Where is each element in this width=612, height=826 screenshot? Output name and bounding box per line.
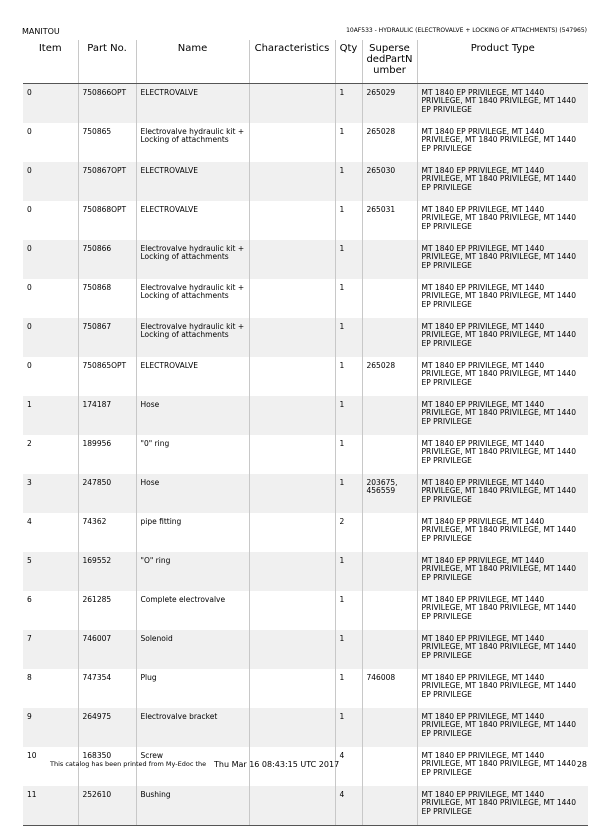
cell-superseded (362, 318, 417, 357)
cell-characteristics (249, 240, 335, 279)
cell-name: Electrovalve hydraulic kit + Locking of attachments (136, 123, 249, 162)
cell-name: Electrovalve hydraulic kit + Locking of attachments (136, 279, 249, 318)
cell-qty: 1 (335, 84, 362, 124)
cell-qty: 1 (335, 201, 362, 240)
cell-product-type: MT 1840 EP PRIVILEGE, MT 1440 PRIVILEGE, MT 1840 PRIVILEGE, MT 1440 EP PRIVILEGE (417, 435, 588, 474)
cell-superseded (362, 396, 417, 435)
cell-part-no: 750866 (78, 240, 136, 279)
table-row (23, 708, 588, 747)
cell-superseded: 265031 (362, 201, 417, 240)
footer-note: This catalog has been printed from My-Edoc the (50, 760, 207, 768)
cell-item: 2 (27, 439, 32, 448)
col-header-characteristics: Characteristics (249, 40, 335, 84)
cell-superseded (362, 552, 417, 591)
cell-product-type: MT 1840 EP PRIVILEGE, MT 1440 PRIVILEGE, MT 1840 PRIVILEGE, MT 1440 EP PRIVILEGE (417, 396, 588, 435)
cell-characteristics (249, 318, 335, 357)
cell-name: "O" ring (136, 552, 249, 591)
col-header-part-no: Part No. (78, 40, 136, 84)
cell-product-type: MT 1840 EP PRIVILEGE, MT 1440 PRIVILEGE, MT 1840 PRIVILEGE, MT 1440 EP PRIVILEGE (417, 474, 588, 513)
cell-part-no: 247850 (78, 474, 136, 513)
cell-name: Electrovalve hydraulic kit + Locking of attachments (136, 240, 249, 279)
cell-part-no: 264975 (78, 708, 136, 747)
cell-item: 8 (27, 673, 32, 682)
cell-part-no: 74362 (78, 513, 136, 552)
page-number: 28 (576, 760, 587, 769)
cell-qty: 1 (335, 708, 362, 747)
cell-item: 0 (23, 240, 78, 279)
cell-part-no: 750866OPT (78, 84, 136, 124)
cell-product-type: MT 1840 EP PRIVILEGE, MT 1440 PRIVILEGE, MT 1840 PRIVILEGE, MT 1440 EP PRIVILEGE (417, 669, 588, 708)
cell-characteristics (249, 591, 335, 630)
table-row (23, 201, 588, 240)
cell-part-no: 750867OPT (78, 162, 136, 201)
cell-characteristics (249, 669, 335, 708)
cell-characteristics (249, 279, 335, 318)
cell-qty: 1 (335, 357, 362, 396)
cell-item: 0 (27, 283, 32, 292)
cell-superseded (362, 513, 417, 552)
cell-product-type: MT 1840 EP PRIVILEGE, MT 1440 PRIVILEGE, MT 1840 PRIVILEGE, MT 1440 EP PRIVILEGE (417, 240, 588, 279)
cell-superseded (362, 435, 417, 474)
cell-item: 6 (27, 595, 32, 604)
cell-superseded (362, 708, 417, 747)
table-row (23, 513, 588, 552)
cell-product-type: MT 1840 EP PRIVILEGE, MT 1440 PRIVILEGE, MT 1840 PRIVILEGE, MT 1440 EP PRIVILEGE (417, 279, 588, 318)
col-header-qty: Qty (335, 40, 362, 84)
cell-name: Solenoid (136, 630, 249, 669)
cell-superseded: 203675, 456559 (362, 474, 417, 513)
cell-name: Screw (136, 747, 249, 786)
cell-product-type: MT 1840 EP PRIVILEGE, MT 1440 PRIVILEGE, MT 1840 PRIVILEGE, MT 1440 EP PRIVILEGE (417, 630, 588, 669)
cell-product-type: MT 1840 EP PRIVILEGE, MT 1440 PRIVILEGE, MT 1840 PRIVILEGE, MT 1440 EP PRIVILEGE (417, 123, 588, 162)
parts-table (23, 40, 588, 826)
cell-characteristics (249, 357, 335, 396)
cell-name: Hose (136, 474, 249, 513)
cell-product-type: MT 1840 EP PRIVILEGE, MT 1440 PRIVILEGE, MT 1840 PRIVILEGE, MT 1440 EP PRIVILEGE (417, 318, 588, 357)
cell-qty: 1 (335, 162, 362, 201)
cell-characteristics (249, 201, 335, 240)
cell-item: 7 (23, 630, 78, 669)
cell-item: 1 (23, 396, 78, 435)
cell-item: 4 (27, 517, 32, 526)
cell-qty: 1 (335, 123, 362, 162)
col-header-product-type: Product Type (417, 40, 588, 84)
col-header-item: Item (23, 40, 78, 84)
cell-characteristics (249, 552, 335, 591)
cell-name: Electrovalve bracket (136, 708, 249, 747)
cell-item: 0 (23, 84, 78, 124)
cell-part-no: 169552 (78, 552, 136, 591)
table-row (23, 435, 588, 474)
cell-superseded (362, 240, 417, 279)
cell-name: "0" ring (136, 435, 249, 474)
cell-name: Bushing (136, 786, 249, 826)
cell-characteristics (249, 474, 335, 513)
cell-product-type: MT 1840 EP PRIVILEGE, MT 1440 PRIVILEGE, MT 1840 PRIVILEGE, MT 1440 EP PRIVILEGE (417, 747, 588, 786)
table-row (23, 552, 588, 591)
cell-name: ELECTROVALVE (136, 162, 249, 201)
table-row (23, 630, 588, 669)
parts-table-body (23, 84, 588, 826)
cell-item: 0 (23, 162, 78, 201)
cell-superseded: 265029 (362, 84, 417, 124)
cell-characteristics (249, 84, 335, 124)
cell-item: 9 (23, 708, 78, 747)
cell-product-type: MT 1840 EP PRIVILEGE, MT 1440 PRIVILEGE, MT 1840 PRIVILEGE, MT 1440 EP PRIVILEGE (417, 162, 588, 201)
cell-name: Hose (136, 396, 249, 435)
cell-item: 5 (23, 552, 78, 591)
table-header-row (23, 40, 588, 84)
table-row (23, 279, 588, 318)
cell-superseded: 746008 (362, 669, 417, 708)
cell-name: pipe fitting (136, 513, 249, 552)
cell-product-type: MT 1840 EP PRIVILEGE, MT 1440 PRIVILEGE, MT 1840 PRIVILEGE, MT 1440 EP PRIVILEGE (417, 84, 588, 124)
cell-part-no: 750867 (78, 318, 136, 357)
cell-product-type: MT 1840 EP PRIVILEGE, MT 1440 PRIVILEGE, MT 1840 PRIVILEGE, MT 1440 EP PRIVILEGE (417, 708, 588, 747)
cell-qty: 1 (335, 552, 362, 591)
cell-part-no: 189956 (78, 435, 136, 474)
cell-product-type: MT 1840 EP PRIVILEGE, MT 1440 PRIVILEGE, MT 1840 PRIVILEGE, MT 1440 EP PRIVILEGE (417, 552, 588, 591)
cell-item: 3 (23, 474, 78, 513)
table-row (23, 357, 588, 396)
cell-item: 11 (23, 786, 78, 826)
cell-part-no: 750868OPT (78, 201, 136, 240)
cell-qty: 4 (335, 747, 362, 786)
cell-name: Electrovalve hydraulic kit + Locking of attachments (136, 318, 249, 357)
cell-qty: 1 (335, 474, 362, 513)
cell-product-type: MT 1840 EP PRIVILEGE, MT 1440 PRIVILEGE, MT 1840 PRIVILEGE, MT 1440 EP PRIVILEGE (417, 591, 588, 630)
cell-part-no: 746007 (78, 630, 136, 669)
cell-item: 0 (27, 361, 32, 370)
table-row (23, 123, 588, 162)
cell-product-type: MT 1840 EP PRIVILEGE, MT 1440 PRIVILEGE, MT 1840 PRIVILEGE, MT 1440 EP PRIVILEGE (417, 513, 588, 552)
cell-part-no: 261285 (78, 591, 136, 630)
col-header-name: Name (136, 40, 249, 84)
cell-characteristics (249, 708, 335, 747)
cell-name: Plug (136, 669, 249, 708)
cell-name: Complete electrovalve (136, 591, 249, 630)
cell-qty: 1 (335, 396, 362, 435)
cell-part-no: 750865 (78, 123, 136, 162)
table-row (23, 318, 588, 357)
table-row (23, 162, 588, 201)
table-row (23, 240, 588, 279)
cell-part-no: 174187 (78, 396, 136, 435)
cell-name: ELECTROVALVE (136, 357, 249, 396)
cell-superseded: 265030 (362, 162, 417, 201)
table-row (23, 396, 588, 435)
cell-qty: 1 (335, 669, 362, 708)
cell-superseded (362, 591, 417, 630)
table-row (23, 474, 588, 513)
cell-characteristics (249, 396, 335, 435)
cell-qty: 4 (335, 786, 362, 826)
cell-superseded: 265028 (362, 123, 417, 162)
footer-date: Thu Mar 16 08:43:15 UTC 2017 (214, 760, 340, 769)
table-row (23, 591, 588, 630)
cell-superseded: 265028 (362, 357, 417, 396)
cell-characteristics (249, 123, 335, 162)
col-header-superseded: Superse dedPartN umber (362, 40, 417, 84)
cell-product-type: MT 1840 EP PRIVILEGE, MT 1440 PRIVILEGE, MT 1840 PRIVILEGE, MT 1440 EP PRIVILEGE (417, 201, 588, 240)
cell-qty: 1 (335, 630, 362, 669)
cell-qty: 1 (335, 318, 362, 357)
cell-part-no: 252610 (78, 786, 136, 826)
cell-product-type: MT 1840 EP PRIVILEGE, MT 1440 PRIVILEGE, MT 1840 PRIVILEGE, MT 1440 EP PRIVILEGE (417, 786, 588, 826)
cell-item: 0 (27, 127, 32, 136)
cell-name: ELECTROVALVE (136, 201, 249, 240)
cell-product-type: MT 1840 EP PRIVILEGE, MT 1440 PRIVILEGE, MT 1840 PRIVILEGE, MT 1440 EP PRIVILEGE (417, 357, 588, 396)
cell-qty: 1 (335, 435, 362, 474)
cell-name: ELECTROVALVE (136, 84, 249, 124)
cell-qty: 1 (335, 279, 362, 318)
cell-characteristics (249, 630, 335, 669)
cell-part-no: 747354 (78, 669, 136, 708)
document-title: 10AF533 - HYDRAULIC (ELECTROVALVE + LOCKING OF ATTACHMENTS) (547965) (346, 27, 587, 34)
cell-superseded (362, 630, 417, 669)
cell-characteristics (249, 513, 335, 552)
cell-characteristics (249, 162, 335, 201)
cell-item: 0 (27, 205, 32, 214)
brand-name: MANITOU (22, 27, 60, 36)
cell-qty: 1 (335, 240, 362, 279)
table-row (23, 669, 588, 708)
cell-superseded (362, 747, 417, 786)
cell-qty: 1 (335, 591, 362, 630)
cell-part-no: 750868 (78, 279, 136, 318)
cell-part-no: 168350 (78, 747, 136, 786)
cell-characteristics (249, 435, 335, 474)
table-row (23, 84, 588, 124)
cell-part-no: 750865OPT (78, 357, 136, 396)
cell-superseded (362, 279, 417, 318)
cell-item: 10 (27, 751, 37, 760)
cell-item: 0 (23, 318, 78, 357)
cell-qty: 2 (335, 513, 362, 552)
